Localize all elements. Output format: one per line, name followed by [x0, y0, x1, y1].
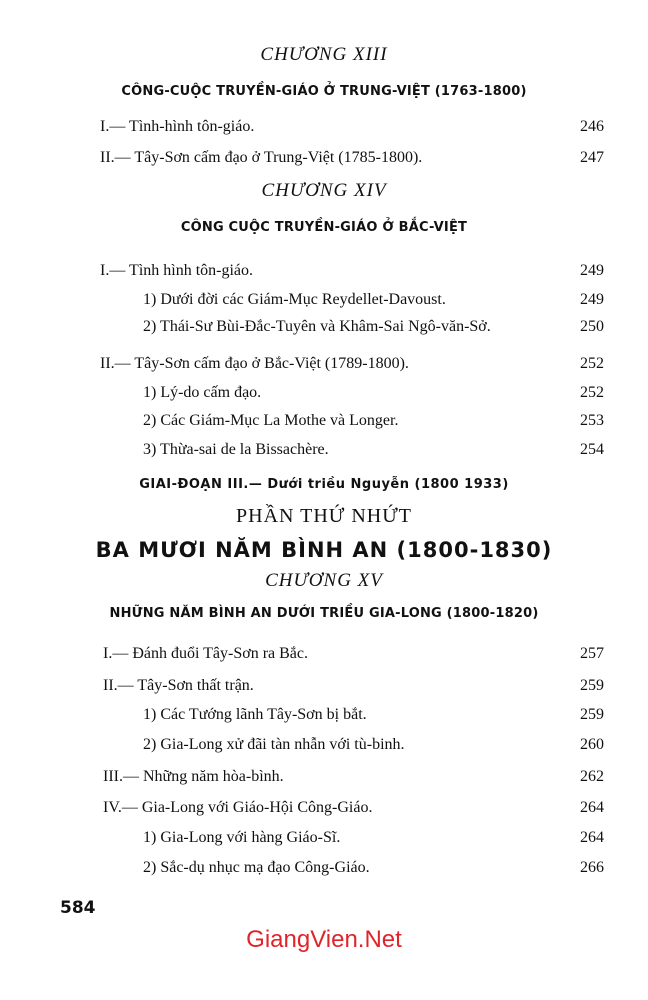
toc-entry[interactable]: [0, 859, 648, 883]
toc-entry-label: 1) Lý-do cấm đạo.: [143, 384, 262, 401]
toc-entry[interactable]: [0, 829, 648, 853]
toc-entry[interactable]: [0, 384, 648, 408]
toc-entry[interactable]: [0, 736, 648, 760]
toc-entry-page: 247: [580, 149, 604, 166]
toc-entry[interactable]: [0, 799, 648, 823]
part-title: BA MƯƠI NĂM BÌNH AN (1800-1830): [95, 538, 553, 562]
chapter-14-title: CÔNG CUỘC TRUYỀN-GIÁO Ở BẮC-VIỆT: [180, 220, 468, 235]
toc-entry-page: 257: [580, 645, 604, 662]
toc-entry[interactable]: [0, 412, 648, 436]
toc-entry-label: 1) Gia-Long với hàng Giáo-Sĩ.: [143, 829, 341, 846]
toc-entry-label: II.— Tây-Sơn thất trận.: [103, 677, 254, 694]
toc-entry-page: 262: [580, 768, 604, 785]
toc-entry-page: 252: [580, 355, 604, 372]
toc-entry[interactable]: [0, 441, 648, 465]
toc-entry-page: 246: [580, 118, 604, 135]
period-heading: GIAI-ĐOẠN III.— Dưới triều Nguyễn (1800 1933): [139, 477, 509, 492]
toc-entry-page: 264: [580, 829, 604, 846]
toc-entry-label: 1) Dưới đời các Giám-Mục Reydellet-Davoust.: [143, 291, 446, 308]
toc-entry-page: 259: [580, 677, 604, 694]
toc-entry-page: 249: [580, 291, 604, 308]
chapter-13-heading: CHƯƠNG XIII: [260, 44, 388, 65]
toc-entry-label: IV.— Gia-Long với Giáo-Hội Công-Giáo.: [103, 799, 373, 816]
page-number: 584: [60, 898, 96, 918]
chapter-15-heading: CHƯƠNG XV: [265, 570, 383, 591]
toc-entry[interactable]: [0, 706, 648, 730]
toc-entry-label: 2) Thái-Sư Bùi-Đắc-Tuyên và Khâm-Sai Ngô-văn-Sở.: [143, 318, 491, 335]
toc-entry-label: II.— Tây-Sơn cấm đạo ở Trung-Việt (1785-1800).: [100, 149, 423, 166]
watermark-text[interactable]: GiangVien.Net: [246, 926, 402, 953]
toc-entry-page: 250: [580, 318, 604, 335]
toc-entry-label: I.— Tình hình tôn-giáo.: [100, 262, 254, 279]
toc-entry-page: 254: [580, 441, 604, 458]
toc-entry[interactable]: [0, 645, 648, 669]
toc-entry[interactable]: [0, 262, 648, 286]
toc-entry[interactable]: [0, 291, 648, 315]
toc-entry-page: 249: [580, 262, 604, 279]
toc-entry[interactable]: [0, 149, 648, 173]
toc-entry-label: II.— Tây-Sơn cấm đạo ở Bắc-Việt (1789-1800).: [100, 355, 409, 372]
toc-entry-label: 2) Các Giám-Mục La Mothe và Longer.: [143, 412, 399, 429]
toc-entry-label: 2) Sắc-dụ nhục mạ đạo Công-Giáo.: [143, 859, 370, 876]
toc-entry[interactable]: [0, 318, 648, 342]
chapter-13-title: CÔNG-CUỘC TRUYỀN-GIÁO Ở TRUNG-VIỆT (1763-1800): [121, 84, 527, 99]
part-heading: PHẦN THỨ NHỨT: [236, 505, 412, 527]
toc-entry[interactable]: [0, 677, 648, 701]
toc-entry-label: III.— Những năm hòa-bình.: [103, 768, 284, 785]
chapter-14-heading: CHƯƠNG XIV: [261, 180, 387, 201]
toc-entry[interactable]: [0, 118, 648, 142]
toc-entry-label: 1) Các Tướng lãnh Tây-Sơn bị bắt.: [143, 706, 367, 723]
toc-entry-label: 2) Gia-Long xử đãi tàn nhẫn với tù-binh.: [143, 736, 405, 753]
toc-entry-label: I.— Tình-hình tôn-giáo.: [100, 118, 255, 135]
toc-entry-page: 259: [580, 706, 604, 723]
toc-entry[interactable]: [0, 768, 648, 792]
toc-entry-label: 3) Thừa-sai de la Bissachère.: [143, 441, 329, 458]
toc-entry-page: 260: [580, 736, 604, 753]
toc-entry-label: I.— Đánh đuổi Tây-Sơn ra Bắc.: [103, 645, 309, 662]
toc-entry-page: 252: [580, 384, 604, 401]
toc-entry-page: 264: [580, 799, 604, 816]
toc-entry-page: 253: [580, 412, 604, 429]
toc-entry-page: 266: [580, 859, 604, 876]
toc-entry[interactable]: [0, 355, 648, 379]
chapter-15-title: NHỮNG NĂM BÌNH AN DƯỚI TRIỀU GIA-LONG (1800-1820): [109, 606, 539, 621]
